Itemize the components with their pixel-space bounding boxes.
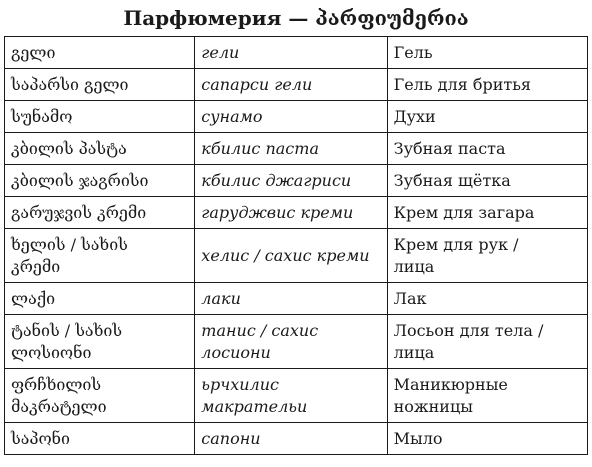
russian-word: Зубная паста <box>393 138 506 158</box>
table-row <box>5 283 588 315</box>
russian-word: Гель <box>393 42 433 62</box>
georgian-word-cell <box>5 101 195 133</box>
georgian-word-cell <box>5 423 195 455</box>
russian-word-cell <box>387 133 587 165</box>
georgian-word: საპარსი გელი <box>11 74 129 94</box>
transliteration-cell <box>195 69 387 101</box>
georgian-word-cell <box>5 133 195 165</box>
table-row <box>5 197 588 229</box>
russian-word: Крем для рук / лица <box>393 234 519 276</box>
georgian-word-cell <box>5 283 195 315</box>
table-row <box>5 101 588 133</box>
transliteration: лаки <box>201 288 241 308</box>
transliteration: гаруджвис креми <box>201 202 354 222</box>
russian-word: Маникюрные ножницы <box>393 374 508 416</box>
russian-word: Лак <box>393 288 427 308</box>
table-row <box>5 133 588 165</box>
transliteration-cell <box>195 165 387 197</box>
transliteration: кбилис паста <box>201 138 319 158</box>
russian-word: Духи <box>393 106 436 126</box>
transliteration-cell <box>195 283 387 315</box>
page-title: Парфюмерия — პარფიუმერია <box>123 6 469 30</box>
russian-word-cell <box>387 229 587 283</box>
russian-word-cell <box>387 423 587 455</box>
transliteration: сунамо <box>201 106 263 126</box>
transliteration-cell <box>195 101 387 133</box>
georgian-word: ხელის / სახის კრემი <box>11 234 128 276</box>
table-row <box>5 69 588 101</box>
table-row <box>5 369 588 423</box>
vocabulary-table <box>4 36 588 455</box>
georgian-word-cell <box>5 197 195 229</box>
transliteration: хелис / сахис креми <box>201 245 370 265</box>
transliteration-cell <box>195 369 387 423</box>
russian-word-cell <box>387 69 587 101</box>
georgian-word: გელი <box>11 42 56 62</box>
transliteration: сапони <box>201 428 261 448</box>
table-row <box>5 315 588 369</box>
georgian-word: ლაქი <box>11 288 56 308</box>
georgian-word-cell <box>5 37 195 69</box>
russian-word-cell <box>387 315 587 369</box>
transliteration-cell <box>195 37 387 69</box>
russian-word-cell <box>387 283 587 315</box>
transliteration: сапарси гели <box>201 74 313 94</box>
russian-word-cell <box>387 37 587 69</box>
transliteration-cell <box>195 423 387 455</box>
transliteration-cell <box>195 197 387 229</box>
russian-word: Зубная щётка <box>393 170 511 190</box>
transliteration-cell <box>195 229 387 283</box>
georgian-word: გარუჯვის კრემი <box>11 202 147 222</box>
russian-word-cell <box>387 197 587 229</box>
georgian-word-cell <box>5 69 195 101</box>
georgian-word-cell <box>5 165 195 197</box>
russian-word: Крем для загара <box>393 202 535 222</box>
transliteration: кбилис джагриси <box>201 170 352 190</box>
russian-word-cell <box>387 165 587 197</box>
transliteration-cell <box>195 133 387 165</box>
georgian-word-cell <box>5 369 195 423</box>
georgian-word: ფრჩხილის მაკრატელი <box>11 374 107 416</box>
transliteration: гели <box>201 42 240 62</box>
russian-word-cell <box>387 369 587 423</box>
table-row <box>5 165 588 197</box>
georgian-word: სუნამო <box>11 106 73 126</box>
georgian-word: ტანის / სახის ლოსიონი <box>11 320 123 362</box>
transliteration: танис / сахис лосиони <box>201 320 319 362</box>
table-row <box>5 229 588 283</box>
russian-word: Лосьон для тела / лица <box>393 320 544 362</box>
georgian-word-cell <box>5 229 195 283</box>
table-row <box>5 423 588 455</box>
russian-word: Гель для бритья <box>393 74 532 94</box>
georgian-word-cell <box>5 315 195 369</box>
georgian-word: კბილის ჯაგრისი <box>11 170 149 190</box>
transliteration: ьрчхилис макрательи <box>201 374 308 416</box>
georgian-word: კბილის პასტა <box>11 138 127 158</box>
georgian-word: საპონი <box>11 428 71 448</box>
table-row <box>5 37 588 69</box>
russian-word: Мыло <box>393 428 443 448</box>
russian-word-cell <box>387 101 587 133</box>
transliteration-cell <box>195 315 387 369</box>
